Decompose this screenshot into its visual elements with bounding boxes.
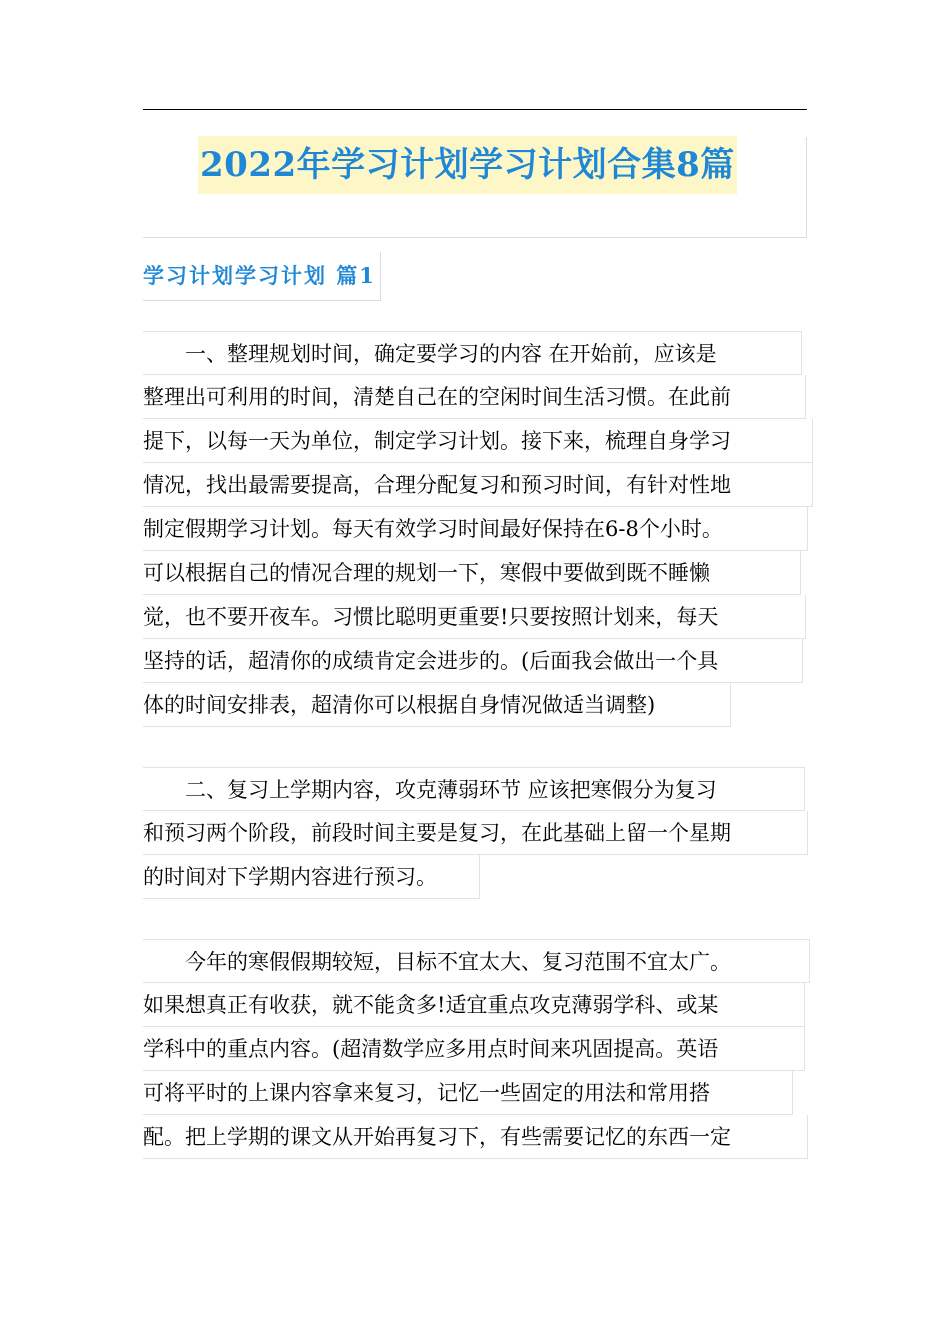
paragraph-2-line-3: 的时间对下学期内容进行预习。 bbox=[143, 855, 480, 899]
paragraph-1-line-9: 体的时间安排表，超清你可以根据自身情况做适当调整) bbox=[143, 683, 731, 727]
paragraph-1-line-8: 坚持的话，超清你的成绩肯定会进步的。(后面我会做出一个具 bbox=[143, 639, 803, 683]
paragraph-1-line-2: 整理出可利用的时间，清楚自己在的空闲时间生活习惯。在此前 bbox=[143, 375, 806, 419]
paragraph-1-line-1: 一、整理规划时间，确定要学习的内容 在开始前，应该是 bbox=[143, 331, 802, 375]
paragraph-1-line-3: 提下，以每一天为单位，制定学习计划。接下来，梳理自身学习 bbox=[143, 419, 813, 463]
paragraph-1-line-4: 情况，找出最需要提高，合理分配复习和预习时间，有针对性地 bbox=[143, 463, 813, 507]
paragraph-1-line-6: 可以根据自己的情况合理的规划一下，寒假中要做到既不睡懒 bbox=[143, 551, 801, 595]
paragraph-2-line-1: 二、复习上学期内容，攻克薄弱环节 应该把寒假分为复习 bbox=[143, 767, 805, 811]
paragraph-1-line-7: 觉，也不要开夜车。习惯比聪明更重要!只要按照计划来，每天 bbox=[143, 595, 806, 639]
paragraph-2-line-2: 和预习两个阶段，前段时间主要是复习，在此基础上留一个星期 bbox=[143, 811, 808, 855]
paragraph-3-line-5: 配。把上学期的课文从开始再复习下，有些需要记忆的东西一定 bbox=[143, 1115, 808, 1159]
paragraph-3-line-1: 今年的寒假假期较短，目标不宜太大、复习范围不宜太广。 bbox=[143, 939, 810, 983]
paragraph-1-line-5: 制定假期学习计划。每天有效学习时间最好保持在6-8个小时。 bbox=[143, 507, 808, 551]
paragraph-3-line-4: 可将平时的上课内容拿来复习，记忆一些固定的用法和常用搭 bbox=[143, 1071, 793, 1115]
paragraph-3-line-3: 学科中的重点内容。(超清数学应多用点时间来巩固提高。英语 bbox=[143, 1027, 805, 1071]
section-heading: 学习计划学习计划 篇1 bbox=[143, 252, 381, 301]
document-title: 2022年学习计划学习计划合集8篇 bbox=[198, 136, 737, 194]
paragraph-3-line-2: 如果想真正有收获，就不能贪多!适宜重点攻克薄弱学科、或某 bbox=[143, 983, 805, 1027]
header-rule bbox=[143, 109, 807, 110]
